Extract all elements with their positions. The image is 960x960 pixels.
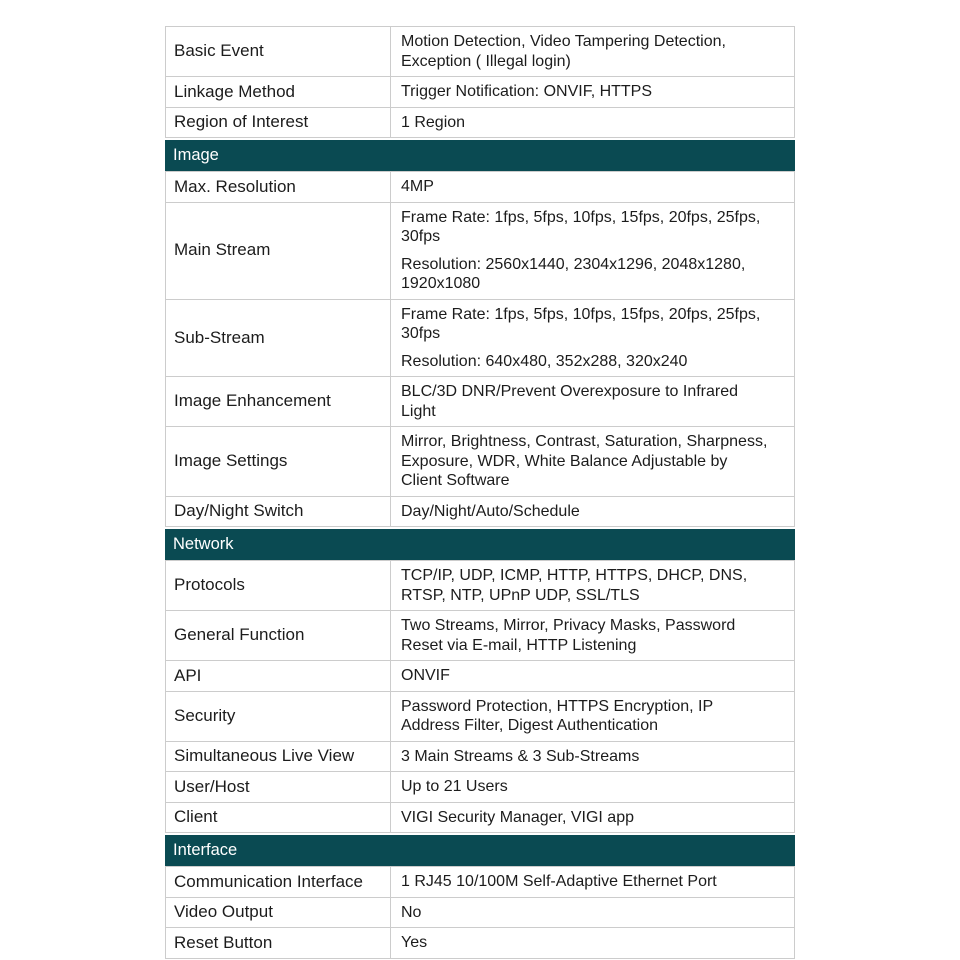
spec-row (165, 692, 795, 742)
spec-label: User/Host (166, 772, 391, 802)
spec-row (165, 377, 795, 427)
spec-value (391, 661, 794, 691)
spec-label: Image Enhancement (166, 377, 391, 426)
spec-value (391, 742, 794, 772)
spec-row (165, 203, 795, 300)
spec-row (165, 661, 795, 692)
spec-value (391, 108, 794, 138)
spec-label: Day/Night Switch (166, 497, 391, 527)
spec-label: Simultaneous Live View (166, 742, 391, 772)
spec-value-paragraph: Two Streams, Mirror, Privacy Masks, Password Reset via E-mail, HTTP Listening (401, 617, 736, 654)
spec-value-paragraph: Motion Detection, Video Tampering Detection, Exception ( Illegal login) (401, 33, 726, 70)
spec-row (165, 171, 795, 203)
spec-label: API (166, 661, 391, 691)
spec-label: Region of Interest (166, 108, 391, 138)
spec-value-paragraph: Resolution: 640x480, 352x288, 320x240 (401, 352, 688, 370)
spec-row (165, 611, 795, 661)
spec-value (391, 867, 794, 897)
spec-value-paragraph: Frame Rate: 1fps, 5fps, 10fps, 15fps, 20fps, 25fps, 30fps (401, 208, 761, 245)
spec-value (391, 928, 794, 958)
spec-label: Sub-Stream (166, 300, 391, 377)
spec-value-paragraph: BLC/3D DNR/Prevent Overexposure to Infrared Light (401, 383, 739, 420)
spec-value-paragraph: No (401, 903, 422, 921)
spec-value-paragraph: VIGI Security Manager, VIGI app (401, 808, 634, 826)
spec-value-paragraph: 4MP (401, 178, 434, 195)
spec-value-paragraph: ONVIF (401, 667, 450, 684)
spec-value (391, 77, 794, 107)
section-header (165, 529, 795, 560)
spec-label: Max. Resolution (166, 172, 391, 202)
spec-label: Protocols (166, 561, 391, 610)
spec-value-paragraph: Day/Night/Auto/Schedule (401, 502, 580, 520)
section-header-label: Image (173, 146, 219, 164)
spec-label: Security (166, 692, 391, 741)
spec-value-paragraph: TCP/IP, UDP, ICMP, HTTP, HTTPS, DHCP, DNS, RTSP, NTP, UPnP UDP, SSL/TLS (401, 567, 748, 604)
spec-label: Video Output (166, 898, 391, 928)
spec-row (165, 803, 795, 834)
spec-row (165, 427, 795, 497)
spec-label: Communication Interface (166, 867, 391, 897)
spec-label: Main Stream (166, 203, 391, 299)
spec-value-paragraph: 1 Region (401, 113, 466, 131)
spec-value (391, 772, 794, 802)
spec-value (391, 172, 794, 202)
spec-value (391, 561, 794, 610)
spec-row (165, 497, 795, 528)
spec-value (391, 692, 794, 741)
spec-row (165, 772, 795, 803)
spec-label: General Function (166, 611, 391, 660)
spec-value-paragraph: Yes (401, 934, 428, 951)
spec-value-paragraph: Password Protection, HTTPS Encryption, IP Address Filter, Digest Authentication (401, 697, 713, 734)
spec-value (391, 611, 794, 660)
spec-value-paragraph: Mirror, Brightness, Contrast, Saturation, Sharpness, Exposure, WDR, White Balance Adjustable by Client Software (401, 433, 768, 489)
spec-label: Image Settings (166, 427, 391, 496)
spec-label: Linkage Method (166, 77, 391, 107)
spec-row (165, 300, 795, 378)
spec-value-paragraph: 1 RJ45 10/100M Self-Adaptive Ethernet Port (401, 873, 717, 890)
spec-label: Client (166, 803, 391, 833)
spec-value (391, 803, 794, 833)
spec-row (165, 26, 795, 77)
spec-row (165, 928, 795, 959)
spec-value-paragraph: Frame Rate: 1fps, 5fps, 10fps, 15fps, 20fps, 25fps, 30fps (401, 305, 761, 342)
spec-label: Reset Button (166, 928, 391, 958)
spec-value (391, 497, 794, 527)
spec-row (165, 742, 795, 773)
spec-value-paragraph: Up to 21 Users (401, 778, 508, 795)
spec-value (391, 27, 794, 76)
section-header (165, 835, 795, 866)
section-header-label: Interface (173, 841, 238, 859)
spec-value-paragraph: 3 Main Streams & 3 Sub-Streams (401, 747, 640, 765)
spec-row (165, 108, 795, 139)
spec-label: Basic Event (166, 27, 391, 76)
spec-value (391, 300, 794, 377)
spec-value-paragraph: Trigger Notification: ONVIF, HTTPS (401, 83, 653, 100)
spec-value (391, 898, 794, 928)
spec-value-paragraph: Resolution: 2560x1440, 2304x1296, 2048x1280, 1920x1080 (401, 255, 746, 292)
spec-row (165, 77, 795, 108)
spec-row (165, 560, 795, 611)
spec-row (165, 866, 795, 898)
spec-value (391, 203, 794, 299)
spec-table (165, 26, 795, 959)
section-header (165, 140, 795, 171)
spec-value (391, 377, 794, 426)
spec-value (391, 427, 794, 496)
spec-row (165, 898, 795, 929)
section-header-label: Network (173, 535, 234, 553)
